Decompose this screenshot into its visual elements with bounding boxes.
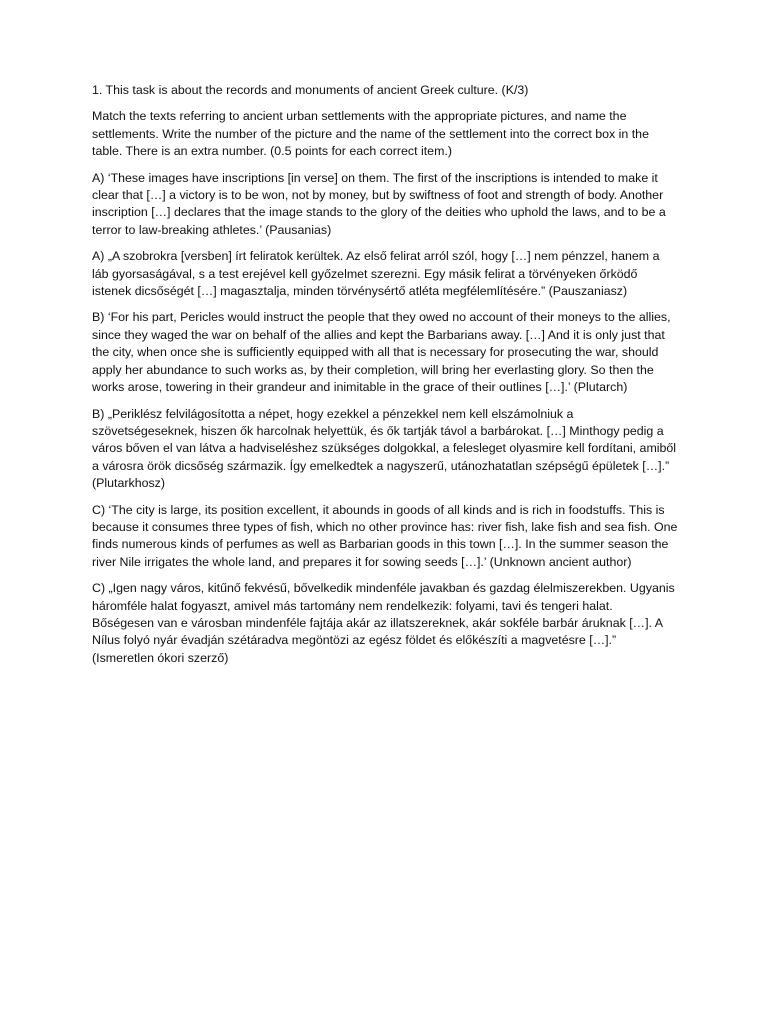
task-instructions: Match the texts referring to ancient urban settlements with the appropriate pictures, and name the settlements. Write the number of the picture and the name of the settlement into the correct box in the table. There is an extra number. (0.5 points for each correct item.) bbox=[92, 109, 649, 159]
text-c-hungarian: C) „Igen nagy város, kitűnő fekvésű, bővelkedik mindenféle javakban és gazdag élelmiszerekben. Ugyanis háromféle halat fogyaszt, amivel más tartomány nem rendelkezik: folyami, tavi és tengeri halat. Bőségesen van e városban mindenféle fajtája akár az illatszereknek, akár sokféle barbár áruknak […]. A Nílus folyó nyár évadján szétáradva megöntözi az egész földet és előkészíti a magvetésre […].” (Ismeretlen ókori szerző) bbox=[92, 581, 675, 665]
text-b-hungarian: B) „Periklész felvilágosította a népet, hogy ezekkel a pénzekkel nem kell elszámolniuk a szövetségeseknek, hiszen ők harcolnak helyettük, és ők tartják távol a barbárokat. […] Minthogy pedig a város bőven el van látva a hadviseléshez szükséges dolgokkal, a felesleget olyasmire kell fordítani, amiből a városra örök dicsőség származik. Így emelkedtek a nagyszerű, utánozhatatlan szépségű épületek […].” (Plutarkhosz) bbox=[92, 406, 677, 491]
text-a-english: A) ‘These images have inscriptions [in verse] on them. The first of the inscriptions is intended to make it clear that […] a victory is to be won, not by money, but by swiftness of foot and strength of body. Another inscription […] declares that the image stands to the glory of the deities who uphold the laws, and to be a terror to law-breaking athletes.’ (Pausanias) bbox=[92, 170, 666, 237]
task-heading: 1. This task is about the records and monuments of ancient Greek culture. (K/3) bbox=[92, 83, 529, 97]
text-c-english: C) ‘The city is large, its position excellent, it abounds in goods of all kinds and is rich in foodstuffs. This is because it consumes three types of fish, which no other province has: river fish, lake fish and sea fish. One finds numerous kinds of perfumes as well as Barbarian goods in this town […]. In the summer season the river Nile irrigates the whole land, and prepares it for sowing seeds […].’ (Unknown ancient author) bbox=[92, 502, 678, 569]
text-a-hungarian: A) „A szobrokra [versben] írt feliratok kerültek. Az első felirat arról szól, hogy […] nem pénzzel, hanem a láb gyorsaságával, s a test erejével kell győzelmet szerezni. Egy másik felirat a törvényeken őrködő istenek dicsőségét […] magasztalja, minden törvénysértő atléta megfélemlítésére.” (Pauszaniasz) bbox=[92, 249, 660, 299]
text-b-english: B) ‘For his part, Pericles would instruct the people that they owed no account of their moneys to the allies, since they waged the war on behalf of the allies and kept the Barbarians away. […] And it is only just that the city, when once she is sufficiently equipped with all that is necessary for prosecuting the war, should apply her abundance to such works as, by their completion, will bring her everlasting glory. So then the works arose, towering in their grandeur and inimitable in the grace of their outlines […].’ (Plutarch) bbox=[92, 310, 671, 395]
document-page bbox=[92, 82, 678, 676]
